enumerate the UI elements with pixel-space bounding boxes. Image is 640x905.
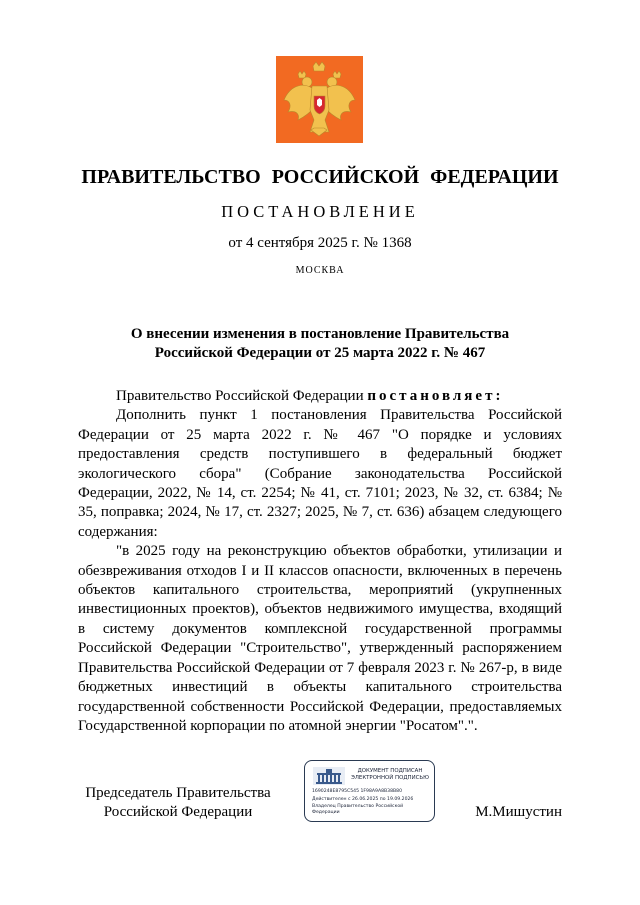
signatory-position-line-2: Российской Федерации: [103, 804, 253, 820]
stamp-owner-line-1: Владелец Правительство Российской: [312, 804, 404, 809]
signatory-position-line-1: Председатель Правительства: [85, 785, 271, 801]
body-paragraph-2: "в 2025 году на реконструкцию объектов обработки, утилизации и обезвреживания отходов I и II классов опасности, включенных в перечень объектов капитального строительства, мероприятий (укрупненных инвестиционных проектов), объектов недвижимого имущества, входящий в систему документов комплексной государственной программы Российской Федерации "Строительство", утвержденный распоряжением Правительства Российской Федерации от 7 февраля 2023 г. № 267-р, в виде бюджетных инвестиций в объекты капитального строительства государственной собственности Российской Федерации, предоставляемых Государственной корпорации по атомной энергии "Росатом".".: [78, 543, 562, 734]
government-title: ПРАВИТЕЛЬСТВО РОССИЙСКОЙ ФЕДЕРАЦИИ: [81, 166, 559, 188]
stamp-owner: [312, 804, 403, 816]
stamp-validity: Действителен с 26.06.2025 по 19.09.2026: [312, 797, 414, 802]
decree-intro: [78, 387, 562, 406]
coat-of-arms-emblem: [276, 56, 363, 143]
signatory-name: М.Мишустин: [475, 804, 562, 820]
document-date-number: от 4 сентября 2025 г. № 1368: [228, 235, 412, 251]
body-paragraph-1: Дополнить пункт 1 постановления Правительства Российской Федерации от 25 марта 2022 г. № 467 "О порядке и условиях предоставления средств поступившего в федеральный бюджет экологического сбора" (Собрание законодательства Российской Федерации, 2022, № 14, ст. 2254; № 41, ст. 7101; 2023, № 32, ст. 6384; № 35, поправка; 2024, № 17, ст. 2327; 2025, № 7, ст. 636) абзацем следующего содержания:: [78, 407, 562, 540]
document-city: МОСКВА: [295, 265, 345, 276]
decree-intro-text: Правительство Российской Федерации: [116, 388, 368, 404]
stamp-certificate: 1690248E8795C545 1F98A9A8B38B80: [312, 789, 403, 794]
stamp-owner-line-2: Федерации: [312, 810, 340, 815]
subject-line-2: Российской Федерации от 25 марта 2022 г. № 467: [154, 345, 486, 361]
stamp-title-line-1: ДОКУМЕНТ ПОДПИСАН: [357, 768, 423, 774]
electronic-signature-stamp: [304, 760, 435, 822]
stamp-title-line-2: ЭЛЕКТРОННОЙ ПОДПИСЬЮ: [351, 775, 429, 782]
decree-keyword: постановляет:: [367, 388, 504, 404]
subject-line-1: О внесении изменения в постановление Правительства: [130, 326, 510, 342]
stamp-title: [349, 768, 431, 782]
signatory-position: [78, 784, 278, 822]
government-building-icon: [313, 767, 345, 785]
document-subject: [100, 325, 540, 363]
document-body: [78, 387, 562, 736]
document-type: ПОСТАНОВЛЕНИЕ: [221, 202, 419, 221]
